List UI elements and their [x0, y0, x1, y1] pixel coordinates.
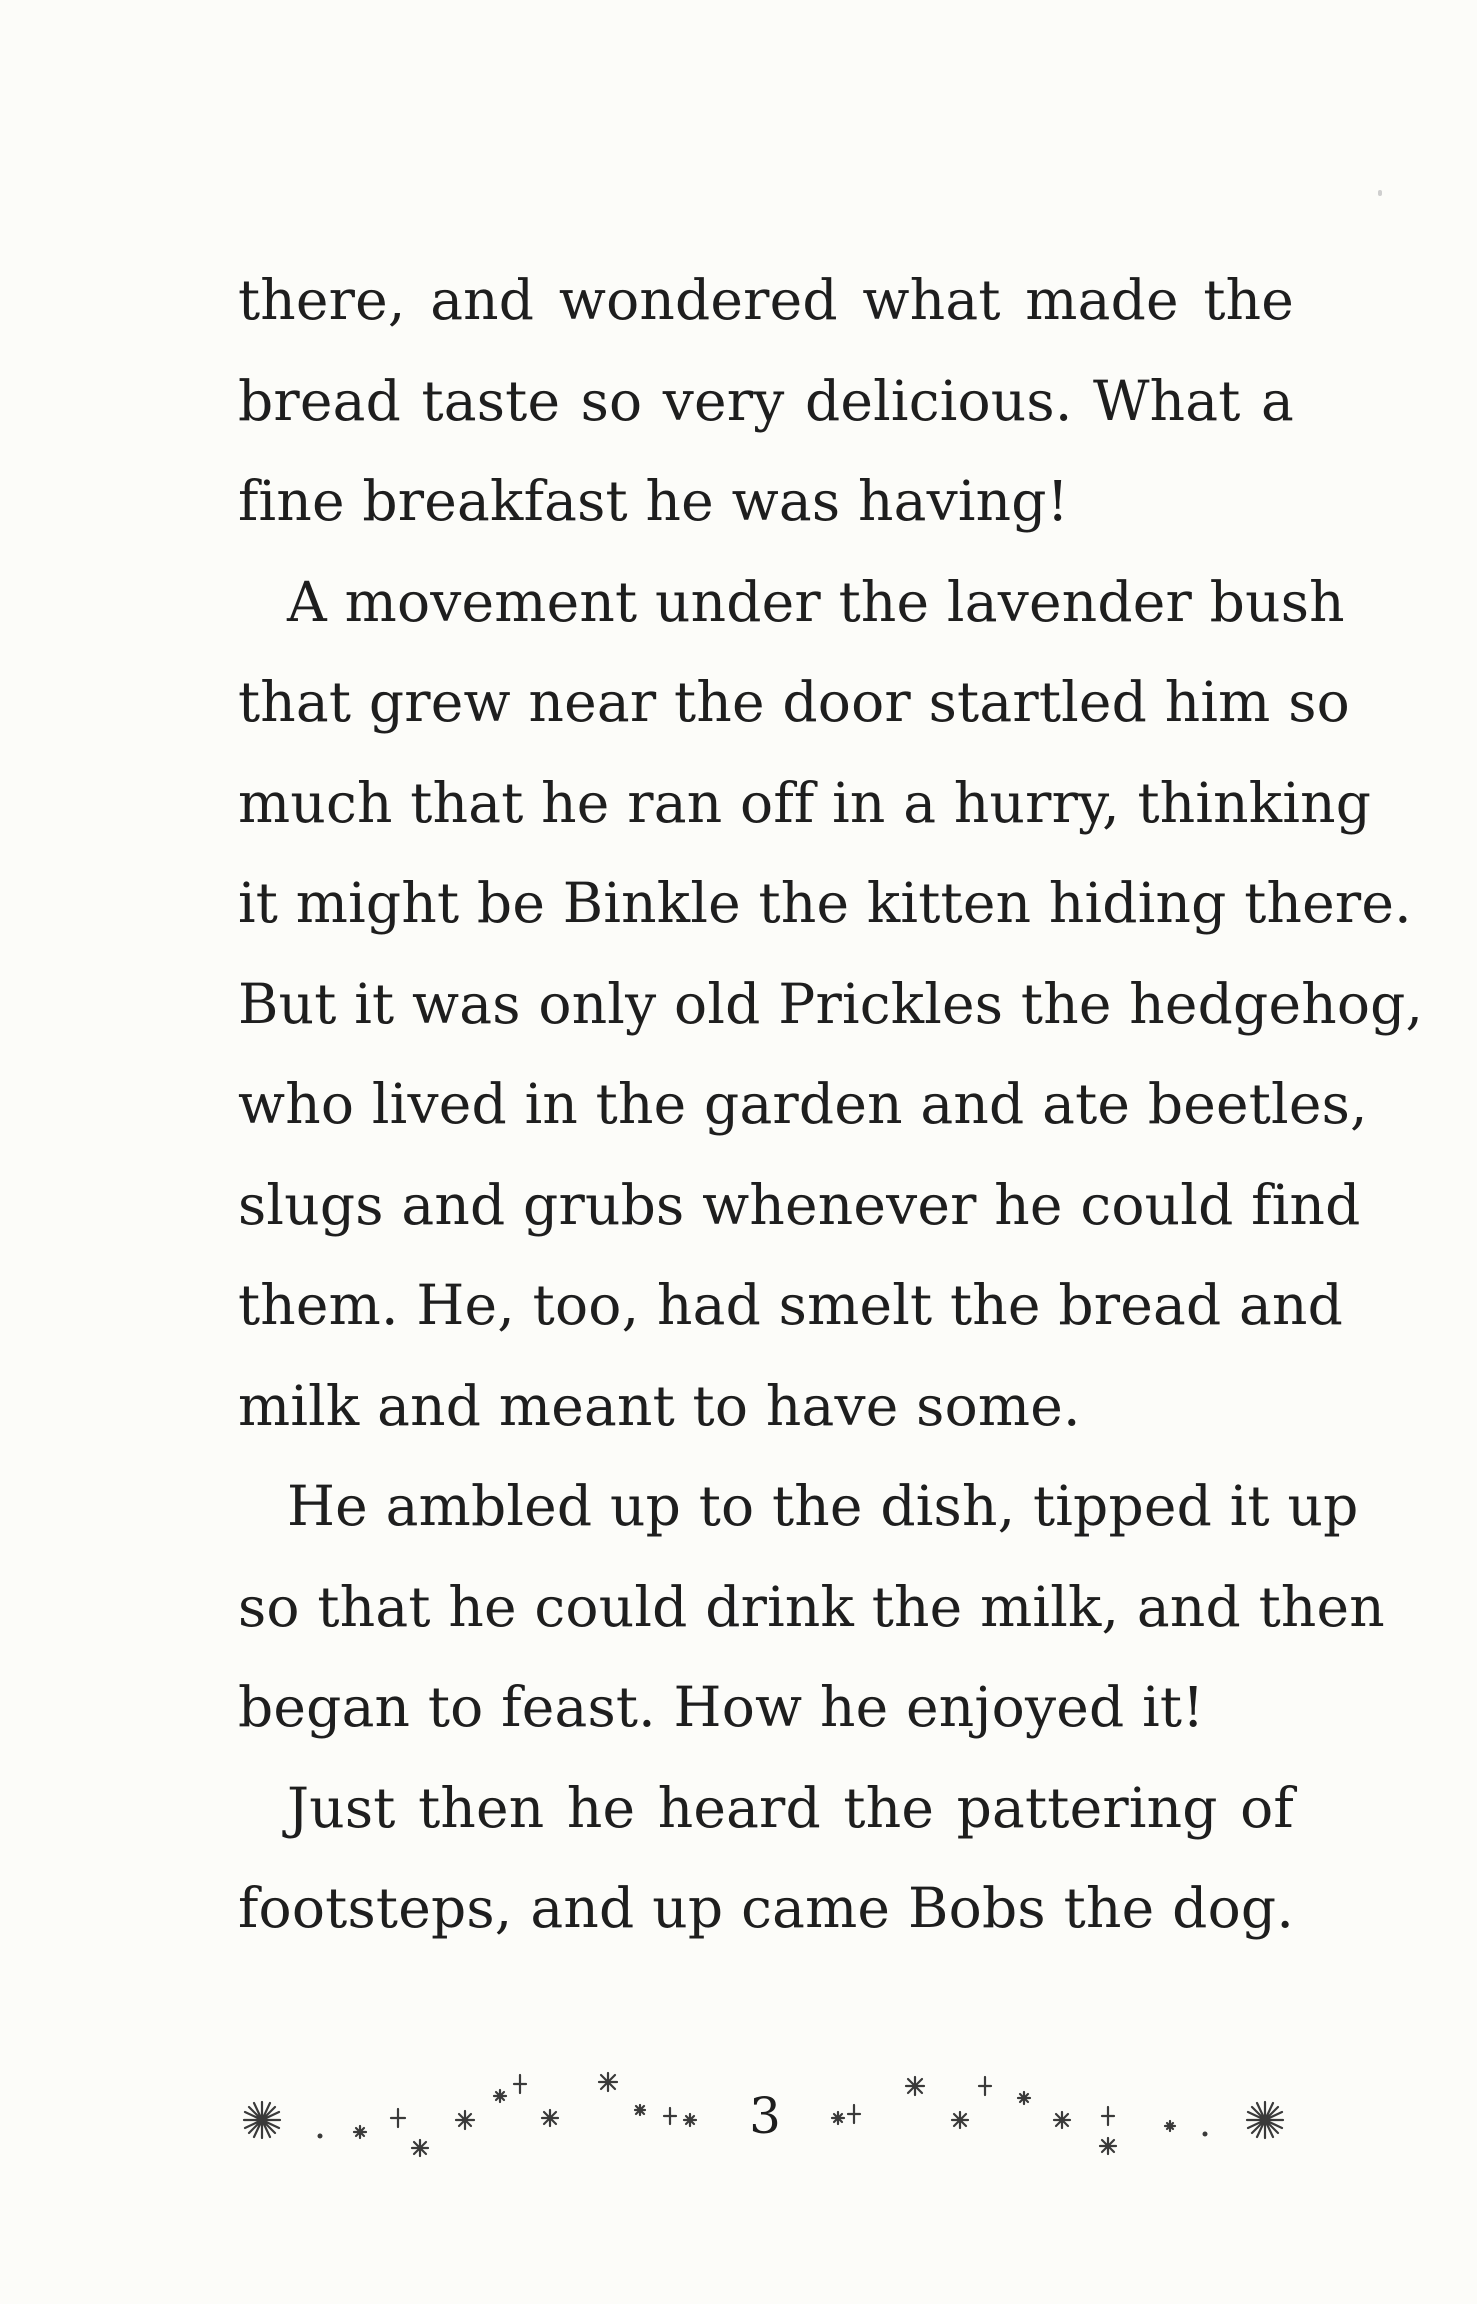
- text-line: it might be Binkle the kitten hiding there.: [238, 871, 1412, 935]
- body-text: [238, 250, 1424, 1959]
- text-line: Just then he heard the pattering of: [287, 1775, 1294, 1840]
- text-line: much that he ran off in a hurry, thinking: [238, 770, 1372, 835]
- paper-speck: [1378, 190, 1382, 196]
- text-line: bread taste so very delicious. What a: [238, 368, 1294, 433]
- text-line: who lived in the garden and ate beetles,: [238, 1072, 1368, 1136]
- text-line: them. He, too, had smelt the bread and: [238, 1273, 1344, 1337]
- text-line: footsteps, and up came Bobs the dog.: [238, 1876, 1294, 1940]
- text-line: there, and wondered what made the: [238, 268, 1294, 332]
- text-line: began to feast. How he enjoyed it!: [238, 1675, 1205, 1739]
- text-line: fine breakfast he was having!: [238, 469, 1069, 533]
- text-line: so that he could drink the milk, and then: [238, 1574, 1385, 1639]
- text-line: that grew near the door startled him so: [238, 670, 1350, 734]
- text-line: slugs and grubs whenever he could find: [238, 1172, 1361, 1237]
- text-line: milk and meant to have some.: [238, 1373, 1081, 1438]
- page-footer: [220, 2050, 1310, 2160]
- page-number: 3: [749, 2087, 781, 2145]
- text-line: But it was only old Prickles the hedgehog,: [238, 971, 1424, 1036]
- text-line: He ambled up to the dish, tipped it up: [287, 1474, 1359, 1538]
- text-line: A movement under the lavender bush: [287, 569, 1345, 634]
